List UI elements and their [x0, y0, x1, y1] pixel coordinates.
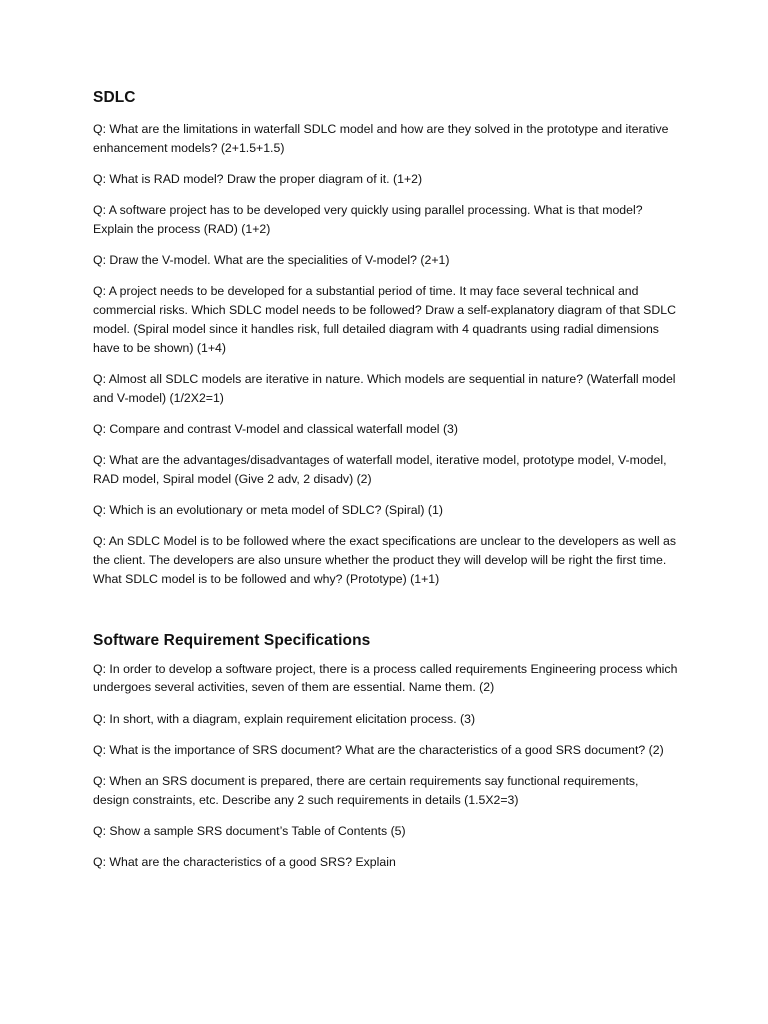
question-item: Q: What is RAD model? Draw the proper diagram of it. (1+2)	[93, 171, 423, 186]
section-sdlc	[93, 88, 678, 589]
question-item: Q: A project needs to be developed for a substantial period of time. It may face several technical and commercial risks. Which SDLC model needs to be followed? Draw a self-explanatory diagram of that SDLC model. (Spiral model since it handles risk, full detailed diagram with 4 quadrants using radial dimensions have to be shown) (1+4)	[93, 284, 676, 355]
question-item: Q: What is the importance of SRS document? What are the characteristics of a good SRS document? (2)	[93, 742, 664, 757]
question-item: Q: Draw the V-model. What are the specialities of V-model? (2+1)	[93, 253, 450, 268]
question-item: Q: Show a sample SRS document’s Table of Contents (5)	[93, 824, 406, 838]
question-item: Q: In order to develop a software project, there is a process called requirements Engineering process which undergoes several activities, seven of them are essential. Name them. (2)	[93, 661, 678, 695]
section-heading: Software Requirement Specifications	[93, 631, 371, 649]
section-heading: SDLC	[93, 89, 136, 106]
question-item: Q: When an SRS document is prepared, there are certain requirements say functional requirements, design constraints, etc. Describe any 2 such requirements in details (1.5X2=3)	[93, 774, 639, 807]
question-item: Q: An SDLC Model is to be followed where the exact specifications are unclear to the developers as well as the client. The developers are also unsure whether the product they will develop will be right the first time. What SDLC model is to be followed and why? (Prototype) (1+1)	[93, 534, 677, 586]
question-item: Q: Which is an evolutionary or meta model of SDLC? (Spiral) (1)	[93, 503, 443, 518]
question-item: Q: A software project has to be developed very quickly using parallel processing. What is that model? Explain the process (RAD) (1+2)	[93, 203, 643, 236]
question-item: Q: What are the advantages/disadvantages of waterfall model, iterative model, prototype model, V-model, RAD model, Spiral model (Give 2 adv, 2 disadv) (2)	[93, 453, 667, 486]
section-srs	[93, 631, 678, 872]
document-page	[93, 88, 678, 884]
question-item: Q: Compare and contrast V-model and classical waterfall model (3)	[93, 421, 458, 436]
question-item: Q: In short, with a diagram, explain requirement elicitation process. (3)	[93, 711, 476, 726]
question-item: Q: Almost all SDLC models are iterative in nature. Which models are sequential in nature? (Waterfall model and V-model) (1/2X2=1)	[93, 371, 676, 405]
question-item: Q: What are the characteristics of a good SRS? Explain	[93, 855, 396, 870]
question-item: Q: What are the limitations in waterfall SDLC model and how are they solved in the prototype and iterative enhancement models? (2+1.5+1.5)	[93, 122, 669, 155]
